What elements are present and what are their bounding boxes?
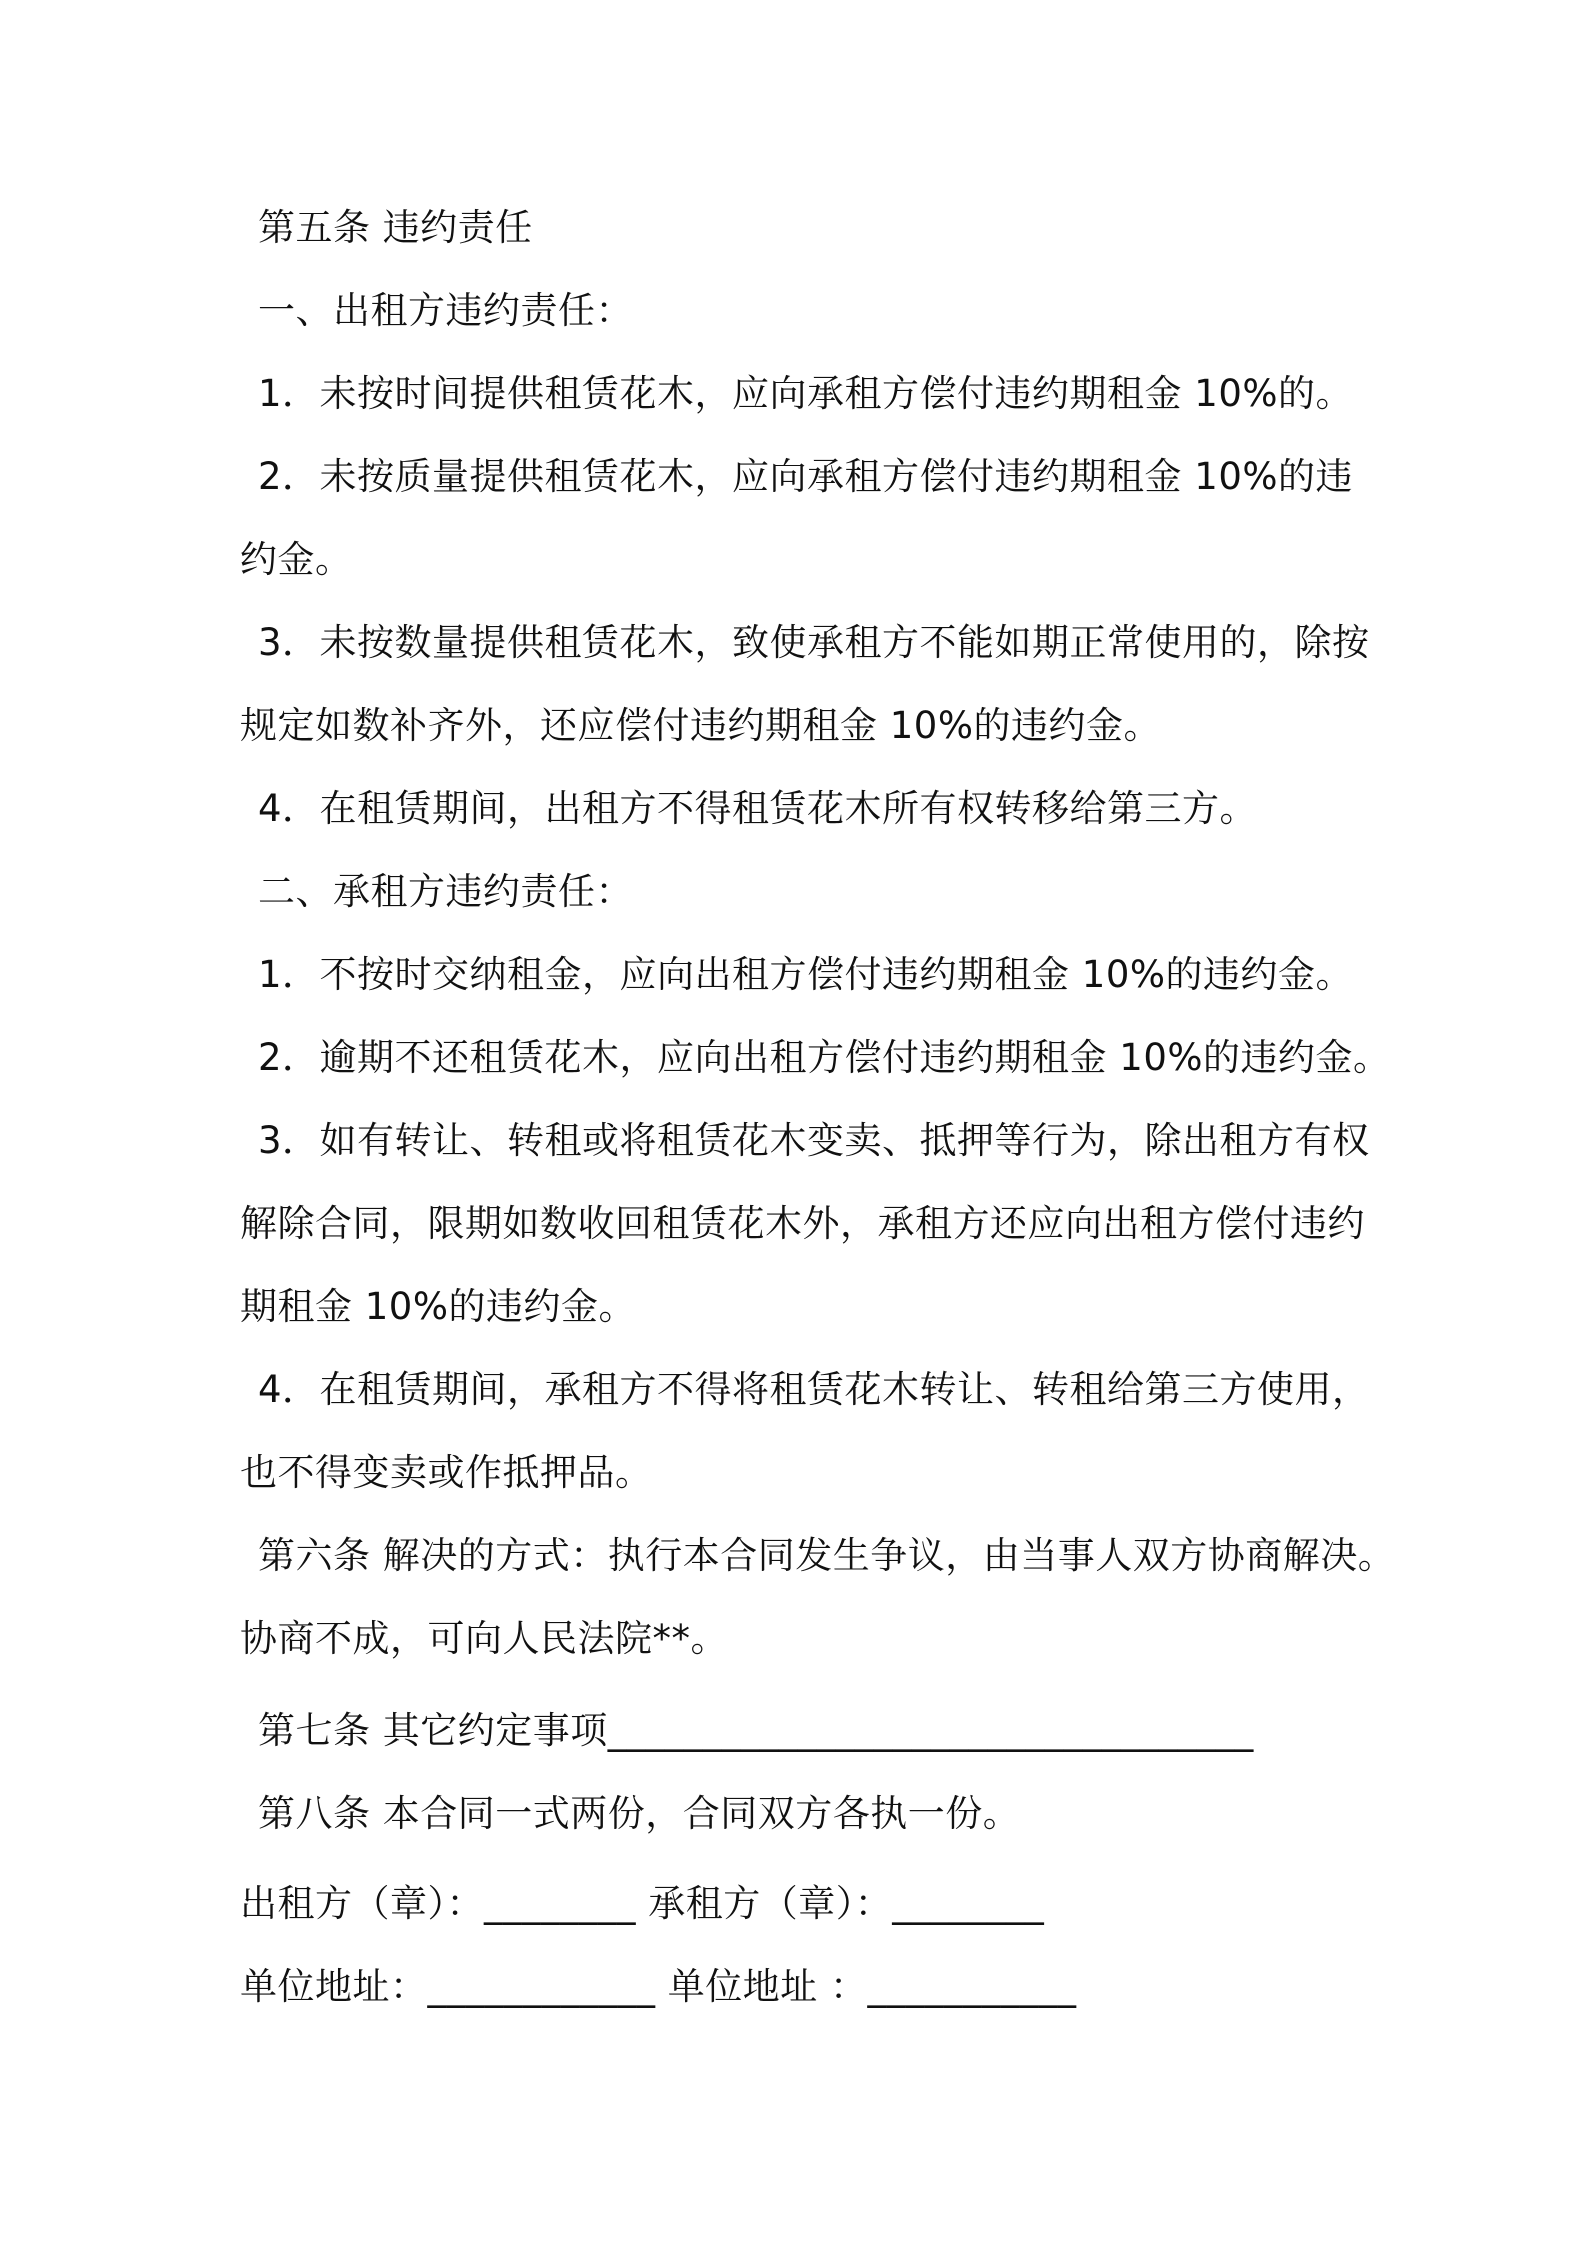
lessor-clause-3-cont: 规定如数补齐外，还应偿付违约期租金 10%的违约金。 <box>240 704 1161 747</box>
lessor-clause-2-cont: 约金。 <box>240 538 353 581</box>
lessee-clause-1: 1．不按时交纳租金，应向出租方偿付违约期租金 10%的违约金。 <box>258 953 1354 996</box>
lessor-clause-2: 2．未按质量提供租赁花木，应向承租方偿付违约期租金 10%的违 <box>258 455 1354 498</box>
article-5-heading: 第五条 违约责任 <box>258 206 533 249</box>
lessee-clause-4: 4．在租赁期间，承租方不得将租赁花木转让、转租给第三方使用， <box>258 1368 1370 1411</box>
lessee-clause-3-cont-2: 期租金 10%的违约金。 <box>240 1285 636 1328</box>
lessee-clause-2: 2．逾期不还租赁花木，应向出租方偿付违约期租金 10%的违约金。 <box>258 1036 1391 1079</box>
article-6-cont: 协商不成，可向人民法院**。 <box>240 1617 728 1660</box>
lessor-clause-1: 1．未按时间提供租赁花木，应向承租方偿付违约期租金 10%的。 <box>258 372 1354 415</box>
lessee-clause-4-cont: 也不得变卖或作抵押品。 <box>240 1451 653 1494</box>
signature-line: 出租方（章）：________ 承租方（章）：________ <box>240 1882 1045 1925</box>
lessor-liability-heading: 一、出租方违约责任： <box>258 289 633 332</box>
lessor-clause-4: 4．在租赁期间，出租方不得租赁花木所有权转移给第三方。 <box>258 787 1258 830</box>
lessor-clause-3: 3．未按数量提供租赁花木，致使承租方不能如期正常使用的，除按 <box>258 621 1370 664</box>
lessee-liability-heading: 二、承租方违约责任： <box>258 870 633 913</box>
lessee-clause-3: 3．如有转让、转租或将租赁花木变卖、抵押等行为，除出租方有权 <box>258 1119 1370 1162</box>
lessee-clause-3-cont-1: 解除合同，限期如数收回租赁花木外，承租方还应向出租方偿付违约 <box>240 1202 1365 1245</box>
article-6: 第六条 解决的方式：执行本合同发生争议，由当事人双方协商解决。 <box>258 1534 1396 1577</box>
address-line: 单位地址：____________ 单位地址 ：___________ <box>240 1965 1077 2008</box>
article-8: 第八条 本合同一式两份，合同双方各执一份。 <box>258 1792 1021 1835</box>
article-7: 第七条 其它约定事项__________________________________ <box>258 1709 1254 1752</box>
